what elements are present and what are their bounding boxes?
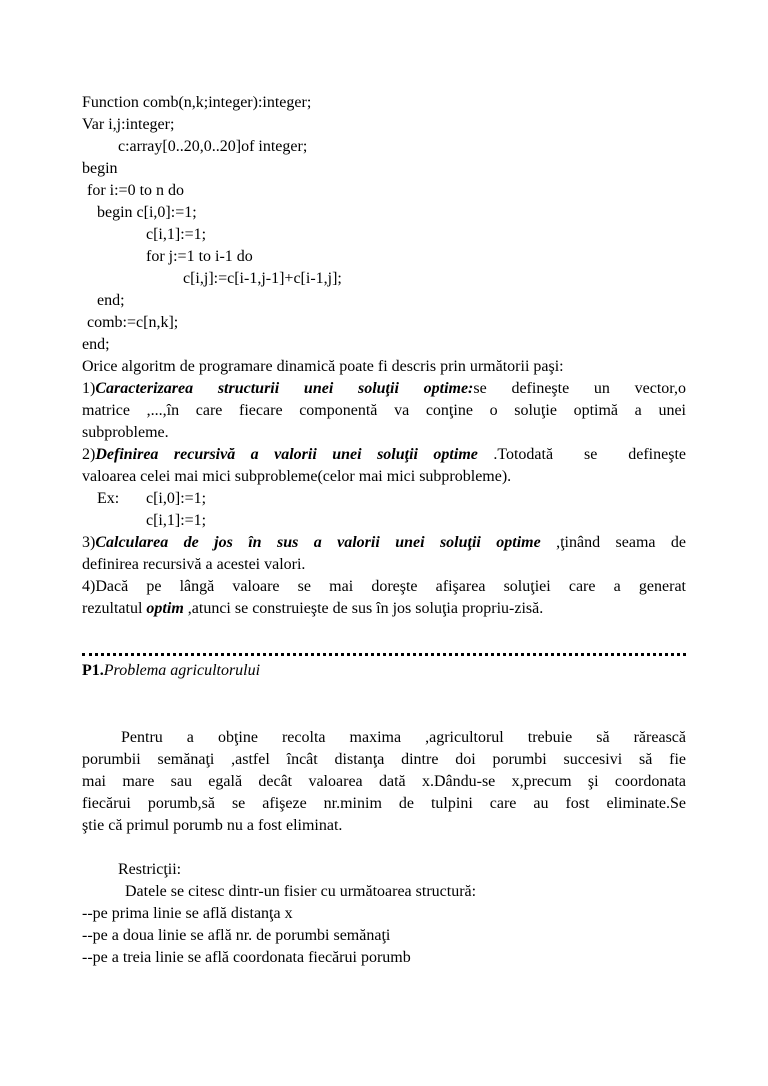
step1-number: 1): [82, 380, 96, 397]
restrictions-intro: Datele se citesc dintr-un fisier cu următoarea structură:: [125, 883, 477, 900]
restriction-item: --pe prima linie se află distanţa x: [82, 905, 293, 922]
restrictions-title: Restricţii:: [118, 861, 182, 878]
step3-number: 3): [82, 534, 96, 551]
code-line: for i:=0 to n do: [87, 182, 185, 199]
code-line: begin c[i,0]:=1;: [97, 204, 197, 221]
restriction-item: --pe a doua linie se află nr. de porumbi semănaţi: [82, 927, 391, 944]
code-line: end;: [97, 292, 125, 309]
problem-line: ştie că primul porumb nu a fost eliminat.: [82, 817, 343, 834]
step4-text: rezultatul: [82, 600, 147, 617]
step1-text: se defineşte un vector,o: [473, 380, 686, 397]
code-line: Var i,j:integer;: [82, 116, 175, 133]
step2-line: valoarea celei mai mici subprobleme(celor mai mici subprobleme).: [82, 468, 512, 485]
example-label: Ex:: [97, 490, 120, 507]
code-line: c:array[0..20,0..20]of integer;: [118, 138, 308, 155]
problem-title: Problema agricultorului: [103, 662, 261, 679]
step3-text: ,ţinând seama de: [540, 534, 686, 551]
problem-line: fiecărui porumb,să se afişeze nr.minim de tulpini care au fost eliminate.Se: [82, 795, 686, 812]
example-line: c[i,1]:=1;: [146, 512, 207, 529]
code-line: Function comb(n,k;integer):integer;: [82, 94, 312, 111]
intro-text: Orice algoritm de programare dinamică poate fi descris prin următorii paşi:: [82, 358, 564, 375]
problem-line: mai mare sau egală decât valoarea dată x.Dându-se x,precum şi coordonata: [82, 773, 686, 790]
step4-emphasis: optim: [146, 600, 184, 617]
code-line: end;: [82, 336, 110, 353]
step1-line: matrice ,...,în care fiecare componentă va conţine o soluţie optimă a unei: [82, 402, 686, 419]
problem-line: porumbii semănaţi ,astfel încât distanţa dintre doi porumbi succesivi să fie: [82, 751, 686, 768]
step2-line: [82, 444, 686, 466]
restriction-item: --pe a treia linie se află coordonata fiecărui porumb: [82, 949, 411, 966]
step3-line: definirea recursivă a acestei valori.: [82, 556, 306, 573]
problem-heading: [82, 660, 686, 682]
example-line: c[i,0]:=1;: [146, 490, 207, 507]
code-line: for j:=1 to i-1 do: [146, 248, 253, 265]
step4-line: 4)Dacă pe lângă valoare se mai doreşte afişarea soluţiei care a generat: [82, 578, 686, 595]
step3-title: Calcularea de jos în sus a valorii unei soluţii optime: [95, 534, 541, 551]
step1-line: [82, 378, 686, 400]
code-line: comb:=c[n,k];: [87, 314, 179, 331]
step2-title: Definirea recursivă a valorii unei soluţii optime: [95, 446, 478, 463]
code-line: begin: [82, 160, 118, 177]
step4-text: ,atunci se construieşte de sus în jos soluţia propriu-zisă.: [183, 600, 544, 617]
step1-line: subprobleme.: [82, 424, 169, 441]
step2-number: 2): [82, 446, 96, 463]
dotted-divider: [82, 653, 686, 656]
step3-line: [82, 532, 686, 554]
problem-label: P1.: [82, 662, 104, 679]
problem-line: Pentru a obţine recolta maxima ,agricultorul trebuie să rărească: [121, 729, 686, 746]
step2-text: .Totodată se defineşte: [477, 446, 687, 463]
step1-title: Caracterizarea structurii unei soluţii optime:: [95, 380, 474, 397]
code-line: c[i,j]:=c[i-1,j-1]+c[i-1,j];: [183, 270, 342, 287]
step4-line: [82, 598, 686, 620]
code-line: c[i,1]:=1;: [146, 226, 207, 243]
